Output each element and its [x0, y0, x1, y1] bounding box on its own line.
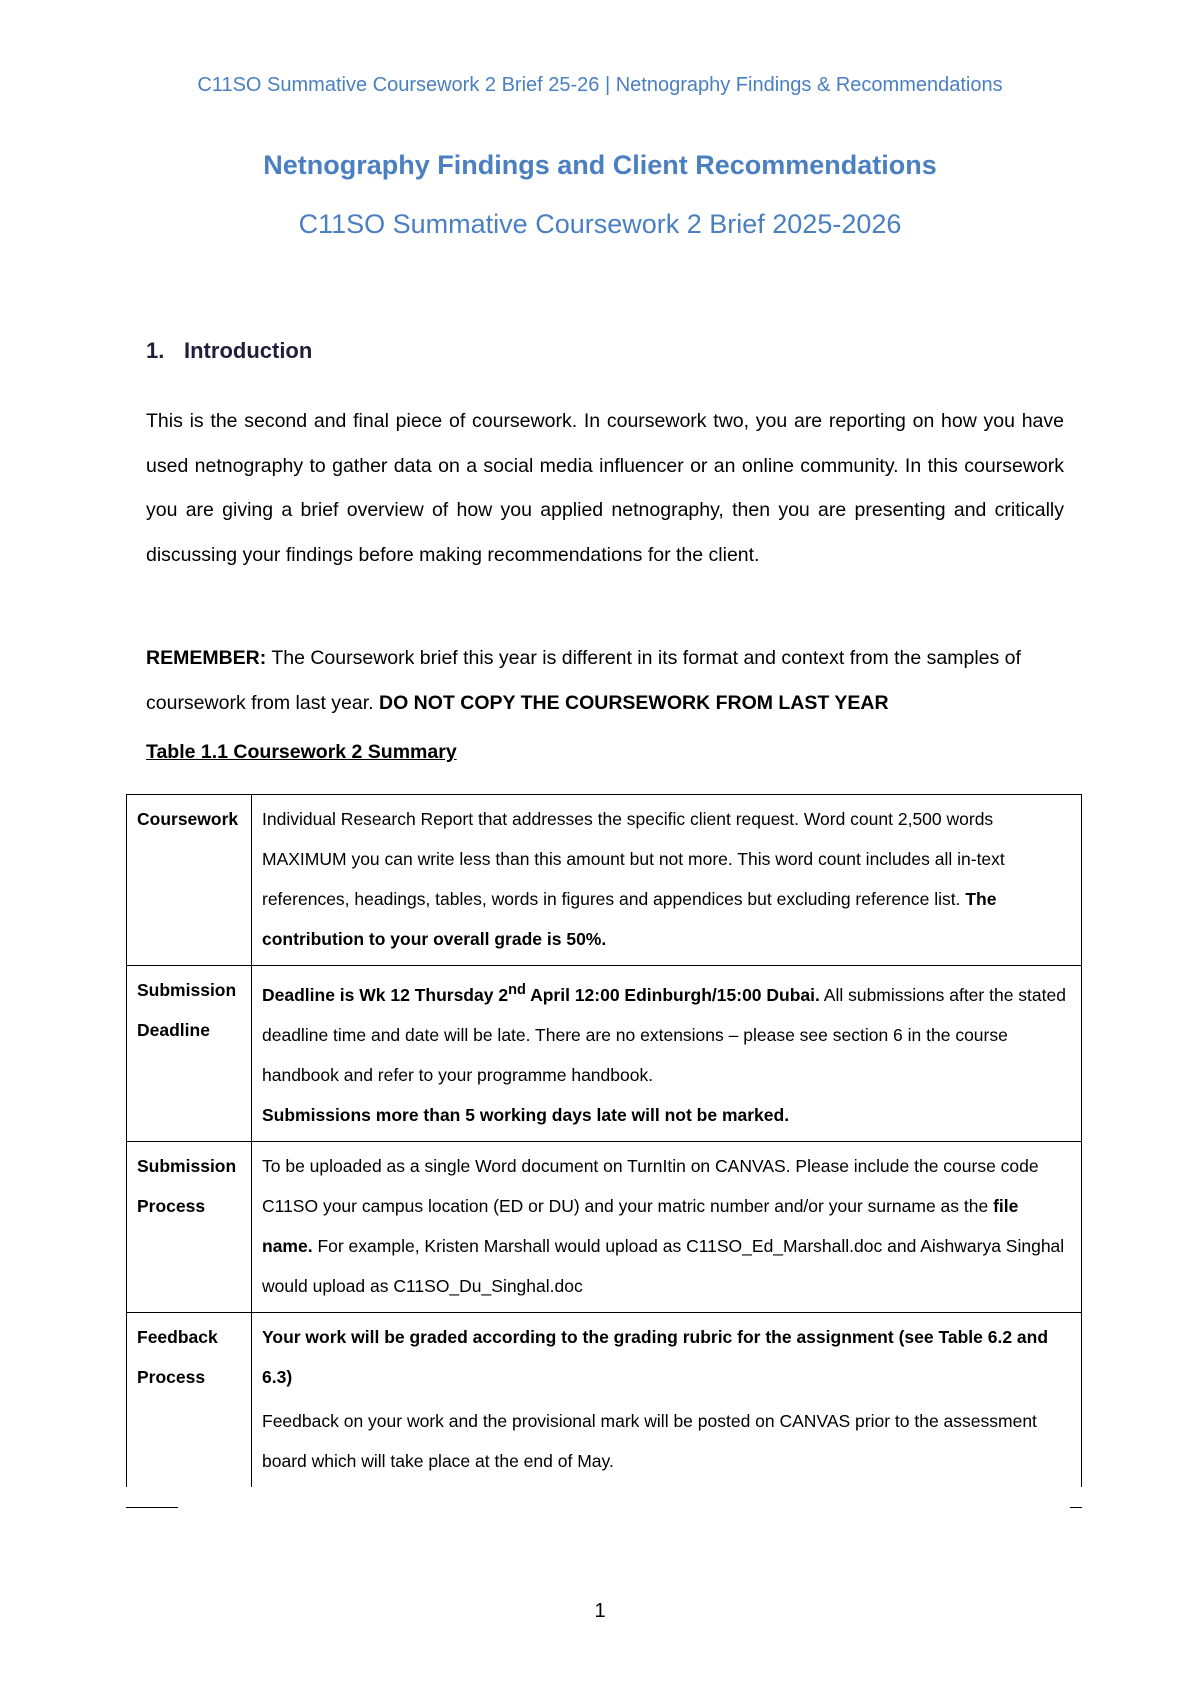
deadline-date-sup: nd	[508, 982, 526, 998]
row-value-deadline	[252, 966, 1082, 1142]
remember-paragraph	[146, 636, 1064, 725]
feedback-rubric-note: Your work will be graded according to the grading rubric for the assignment (see Table 6.2 and 6.3)	[262, 1326, 1049, 1387]
coursework-summary-table	[126, 794, 1082, 1487]
section-number: 1.	[146, 338, 165, 363]
intro-text: This is the second and final piece of coursework. In coursework two, you are reporting on how you have used netnography to gather data on a social media influencer or an online community. In this coursework you are giving a brief overview of how you applied netnography, then you are presenting and critically discussing your findings before making recommendations for the client.	[146, 410, 1064, 566]
row-label-coursework: Coursework	[127, 795, 252, 966]
section-title: Introduction	[184, 338, 313, 363]
row-label-deadline: Submission Deadline	[127, 966, 252, 1142]
deadline-late-note: Submissions more than 5 working days late will not be marked.	[262, 1104, 790, 1125]
coursework-grade-note: The contribution to your overall grade is 50%.	[262, 889, 997, 949]
process-text-1: To be uploaded as a single Word document on TurnItin on CANVAS. Please include the course code C11SO your campus location (ED or DU) and your matric number and/or your surname as the	[262, 1155, 1039, 1216]
table-continuation-mark-right	[1070, 1507, 1082, 1508]
row-value-coursework	[252, 795, 1082, 966]
remember-emphasis: DO NOT COPY THE COURSEWORK FROM LAST YEAR	[379, 691, 889, 714]
feedback-text: Feedback on your work and the provisional mark will be posted on CANVAS prior to the assessment board which will take place at the end of May.	[262, 1410, 1037, 1471]
table-row	[127, 1312, 1082, 1487]
page-number: 1	[594, 1600, 606, 1622]
remember-text: The Coursework brief this year is different in its format and context from the samples of coursework from last year.	[146, 647, 1021, 714]
table-row	[127, 966, 1082, 1142]
deadline-date-pre: Deadline is Wk 12 Thursday 2	[262, 984, 509, 1005]
deadline-text: All submissions after the stated deadline time and date will be late. There are no extensions – please see section 6 in the course handbook and refer to your programme handbook.	[262, 984, 1066, 1085]
row-label-feedback: Feedback Process	[127, 1312, 252, 1487]
running-header: C11SO Summative Coursework 2 Brief 25-26 | Netnography Findings & Recommendations	[197, 74, 1003, 96]
table-continuation-mark-left	[126, 1507, 178, 1508]
deadline-date-post: April 12:00 Edinburgh/15:00 Dubai.	[525, 984, 820, 1005]
process-file-name: file name.	[262, 1195, 1019, 1256]
document-subtitle: C11SO Summative Coursework 2 Brief 2025-2026	[298, 209, 902, 239]
table-row	[127, 1141, 1082, 1312]
table-row	[127, 795, 1082, 966]
deadline-date	[262, 982, 820, 1005]
row-value-process	[252, 1141, 1082, 1312]
table-caption: Table 1.1 Coursework 2 Summary	[146, 741, 457, 763]
intro-paragraph	[146, 399, 1064, 577]
process-text-2: For example, Kristen Marshall would upload as C11SO_Ed_Marshall.doc and Aishwarya Singhal would upload as C11SO_Du_Singhal.doc	[262, 1235, 1065, 1296]
row-label-process: Submission Process	[127, 1141, 252, 1312]
document-title: Netnography Findings and Client Recommendations	[263, 150, 937, 180]
row-value-feedback	[252, 1312, 1082, 1487]
remember-label: REMEMBER:	[146, 647, 267, 669]
section-heading	[146, 338, 312, 364]
coursework-text: Individual Research Report that addresses the specific client request. Word count 2,500 words MAXIMUM you can write less than this amount but not more. This word count includes all in-text references, headings, tables, words in figures and appendices but excluding reference list.	[262, 809, 1005, 909]
